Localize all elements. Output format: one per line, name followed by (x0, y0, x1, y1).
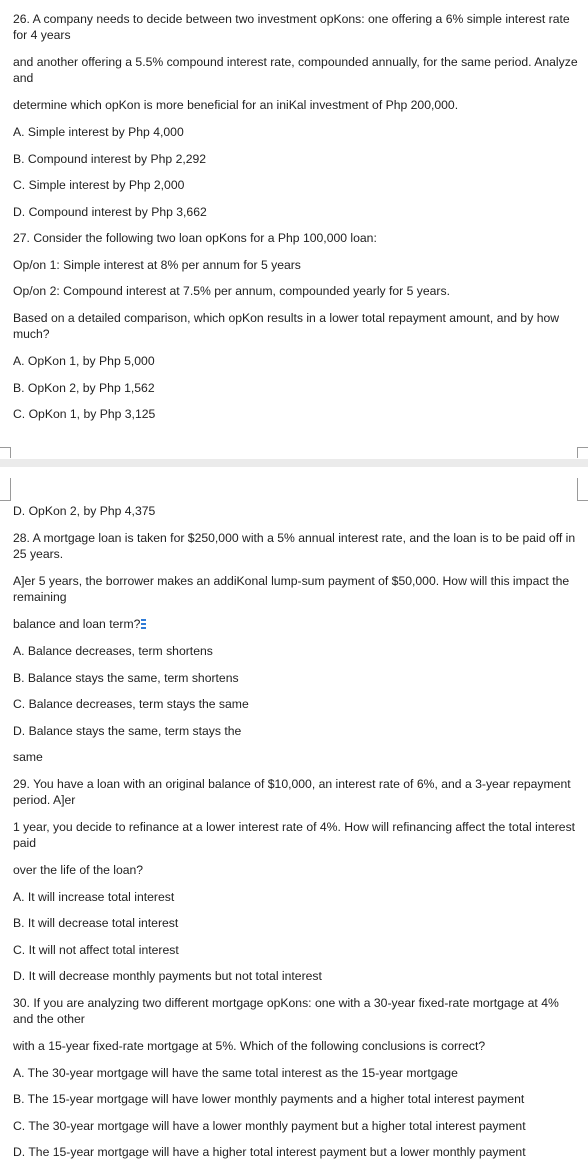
question-28-stem-end: balance and loan term? (13, 617, 141, 631)
question-30-stem: 30. If you are analyzing two different mortgage opKons: one with a 30-year fixed-rate mortgage at 4% and the other (13, 996, 559, 1026)
question-30-option-c: C. The 30-year mortgage will have a lower monthly payment but a higher total interest payment (13, 1119, 526, 1133)
question-27-prompt: Based on a detailed comparison, which opKon results in a lower total repayment amount, and by how much? (13, 311, 560, 341)
question-30-option-b: B. The 15-year mortgage will have lower monthly payments and a higher total interest payment (13, 1092, 525, 1106)
question-29-option-c: C. It will not affect total interest (13, 943, 179, 957)
text-cursor-marker (141, 619, 146, 629)
question-28-option-d: D. Balance stays the same, term stays the (13, 724, 242, 738)
question-26-stem: 26. A company needs to decide between two investment opKons: one offering a 6% simple interest rate for 4 years (13, 12, 570, 42)
question-28-option-b: B. Balance stays the same, term shortens (13, 671, 239, 685)
question-28-option-d-cont: same (13, 750, 43, 764)
question-30-option-a: A. The 30-year mortgage will have the same total interest as the 15-year mortgage (13, 1066, 458, 1080)
question-29-option-a: A. It will increase total interest (13, 890, 175, 904)
question-27-option-d: D. OpKon 2, by Php 4,375 (13, 504, 156, 518)
question-27-option-2-desc: Op/on 2: Compound interest at 7.5% per annum, compounded yearly for 5 years. (13, 284, 450, 298)
question-29-option-b: B. It will decrease total interest (13, 916, 179, 930)
question-29-stem-end: over the life of the loan? (13, 863, 144, 877)
question-26-stem-cont: and another offering a 5.5% compound interest rate, compounded annually, for the same period. Analyze and (13, 55, 578, 85)
page-break (0, 459, 588, 467)
page-2-corner-right (577, 478, 588, 501)
page-1-corner-right (577, 447, 588, 458)
question-26-option-a: A. Simple interest by Php 4,000 (13, 125, 184, 139)
question-30-option-d: D. The 15-year mortgage will have a higher total interest payment but a lower monthly payment (13, 1145, 526, 1159)
question-27-stem: 27. Consider the following two loan opKons for a Php 100,000 loan: (13, 231, 377, 245)
question-26-option-c: C. Simple interest by Php 2,000 (13, 178, 185, 192)
question-27-option-b: B. OpKon 2, by Php 1,562 (13, 381, 155, 395)
page-1-corner-left (0, 447, 11, 458)
question-28-option-c: C. Balance decreases, term stays the same (13, 697, 249, 711)
question-28-option-a: A. Balance decreases, term shortens (13, 644, 213, 658)
question-26-stem-end: determine which opKon is more beneficial for an iniKal investment of Php 200,000. (13, 98, 459, 112)
question-29-stem: 29. You have a loan with an original balance of $10,000, an interest rate of 6%, and a 3-year repayment period. A]er (13, 777, 571, 807)
question-26-option-b: B. Compound interest by Php 2,292 (13, 152, 207, 166)
question-28-stem-cont: A]er 5 years, the borrower makes an addiKonal lump-sum payment of $50,000. How will this impact the remaining (13, 574, 570, 604)
question-26-option-d: D. Compound interest by Php 3,662 (13, 205, 207, 219)
question-27-option-1-desc: Op/on 1: Simple interest at 8% per annum for 5 years (13, 258, 301, 272)
question-27-option-c: C. OpKon 1, by Php 3,125 (13, 407, 156, 421)
question-29-option-d: D. It will decrease monthly payments but not total interest (13, 969, 322, 983)
question-30-stem-cont: with a 15-year fixed-rate mortgage at 5%. Which of the following conclusions is correct? (13, 1039, 486, 1053)
question-28-stem: 28. A mortgage loan is taken for $250,000 with a 5% annual interest rate, and the loan is to be paid off in 25 years. (13, 531, 576, 561)
question-27-option-a: A. OpKon 1, by Php 5,000 (13, 354, 155, 368)
page-2-corner-left (0, 478, 11, 501)
question-29-stem-cont: 1 year, you decide to refinance at a lower interest rate of 4%. How will refinancing affect the total interest paid (13, 820, 576, 850)
